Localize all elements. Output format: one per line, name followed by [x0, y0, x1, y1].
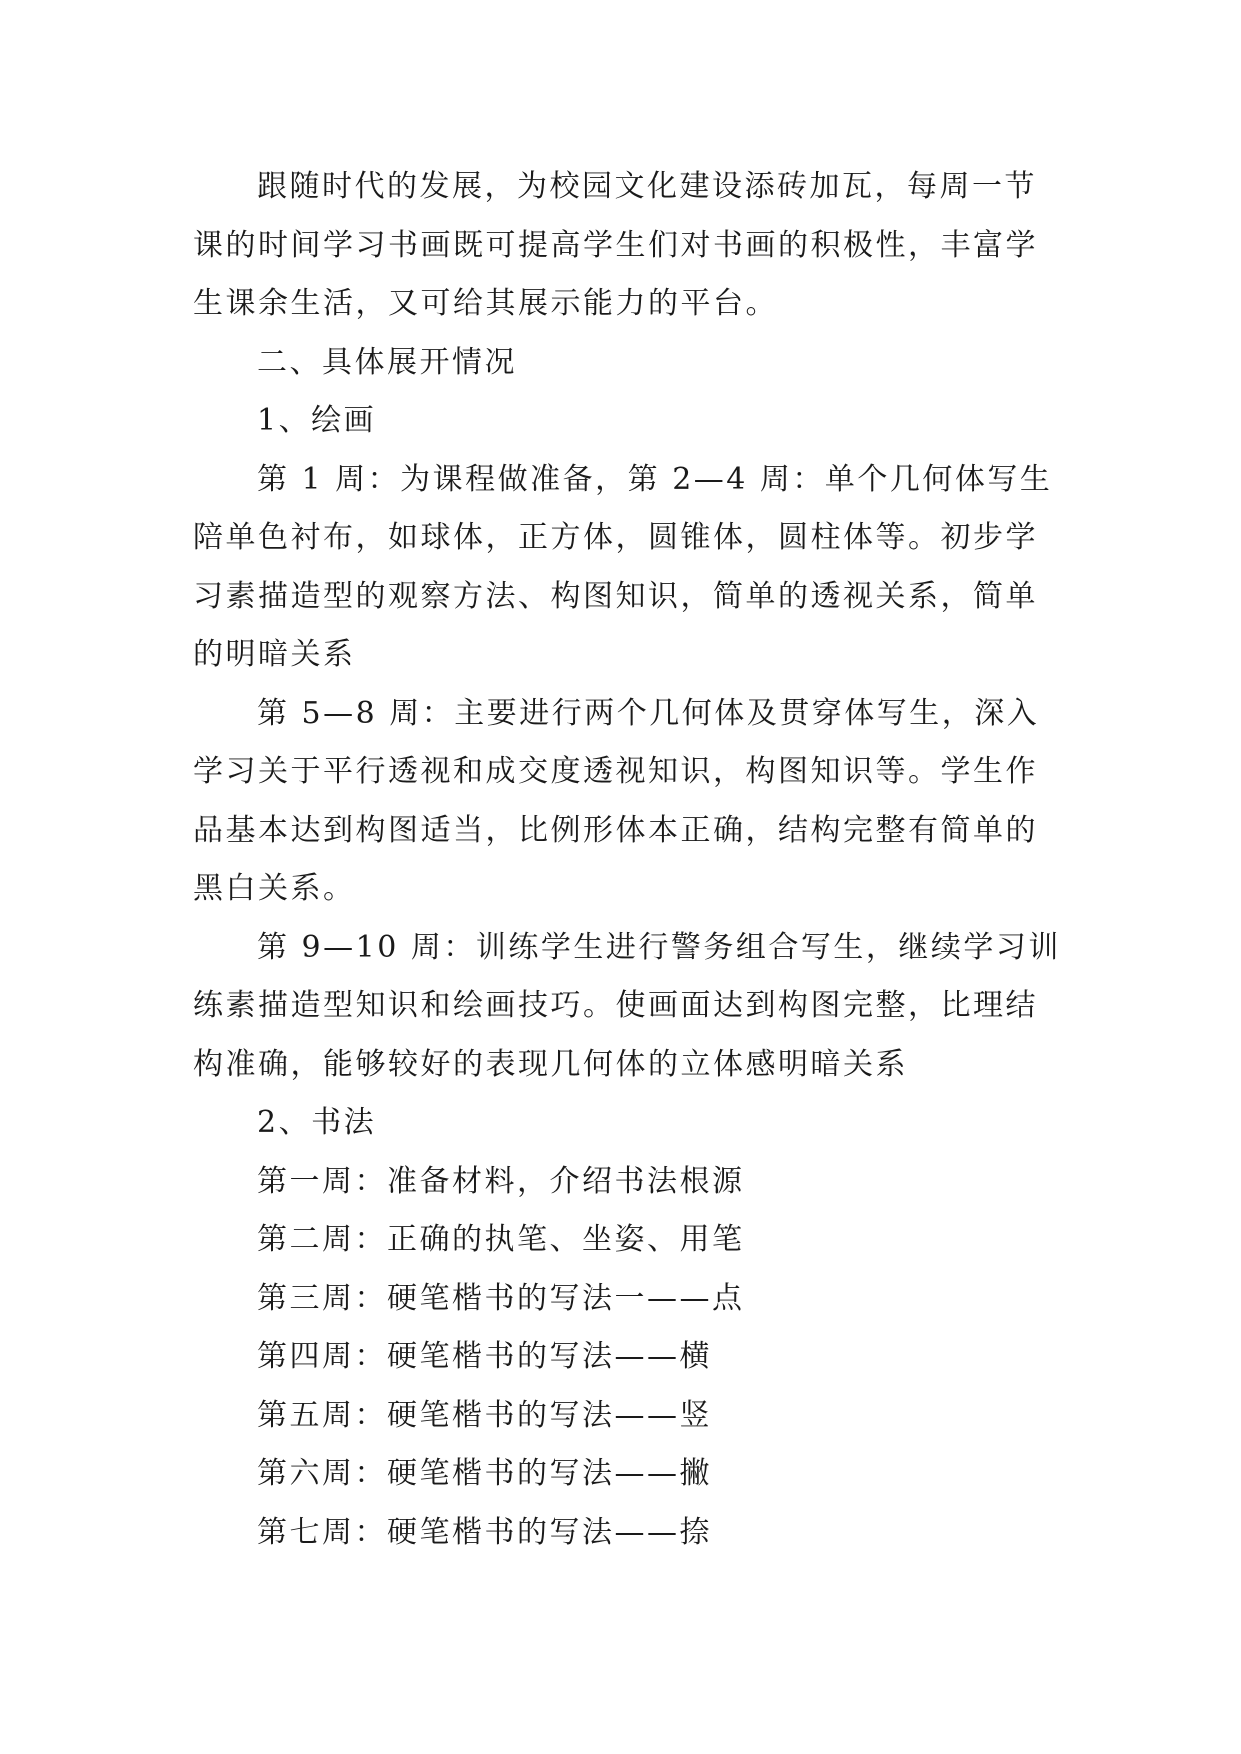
paragraph-line: 第 9—10 周：训练学生进行警务组合写生，继续学习训 [257, 929, 1061, 965]
list-item: 第七周：硬笔楷书的写法——捺 [257, 1514, 712, 1550]
paragraph-line: 黑白关系。 [193, 871, 356, 906]
paragraph-line: 学习关于平行透视和成交度透视知识，构图知识等。学生作 [193, 754, 1038, 789]
subsection-heading: 1、绘画 [257, 403, 377, 438]
list-item: 第一周：准备材料，介绍书法根源 [257, 1163, 745, 1199]
subsection-heading: 2、书法 [257, 1105, 377, 1140]
list-item: 第四周：硬笔楷书的写法——横 [257, 1339, 712, 1374]
list-item: 第六周：硬笔楷书的写法——撇 [257, 1456, 712, 1491]
paragraph-line: 第 1 周：为课程做准备，第 2—4 周：单个几何体写生 [257, 461, 1053, 497]
section-heading: 二、具体展开情况 [257, 344, 517, 380]
list-item: 第三周：硬笔楷书的写法一——点 [257, 1280, 745, 1316]
paragraph-line: 生课余生活，又可给其展示能力的平台。 [193, 286, 778, 321]
paragraph-line: 跟随时代的发展，为校园文化建设添砖加瓦，每周一节 [257, 169, 1037, 204]
list-item: 第五周：硬笔楷书的写法——竖 [257, 1397, 712, 1433]
paragraph-line: 课的时间学习书画既可提高学生们对书画的积极性，丰富学 [193, 227, 1038, 263]
paragraph-line: 第 5—8 周：主要进行两个几何体及贯穿体写生，深入 [257, 695, 1040, 731]
document-body [193, 158, 1059, 1562]
paragraph-line: 陪单色衬布，如球体，正方体，圆锥体，圆柱体等。初步学 [193, 520, 1038, 555]
paragraph-line: 品基本达到构图适当，比例形体本正确，结构完整有简单的 [193, 812, 1038, 848]
paragraph-line: 习素描造型的观察方法、构图知识，简单的透视关系，简单 [193, 578, 1038, 614]
paragraph-line: 构准确，能够较好的表现几何体的立体感明暗关系 [193, 1046, 908, 1082]
list-item: 第二周：正确的执笔、坐姿、用笔 [257, 1222, 745, 1257]
paragraph-line: 的明暗关系 [193, 637, 356, 672]
paragraph-line: 练素描造型知识和绘画技巧。使画面达到构图完整，比理结 [193, 988, 1038, 1023]
